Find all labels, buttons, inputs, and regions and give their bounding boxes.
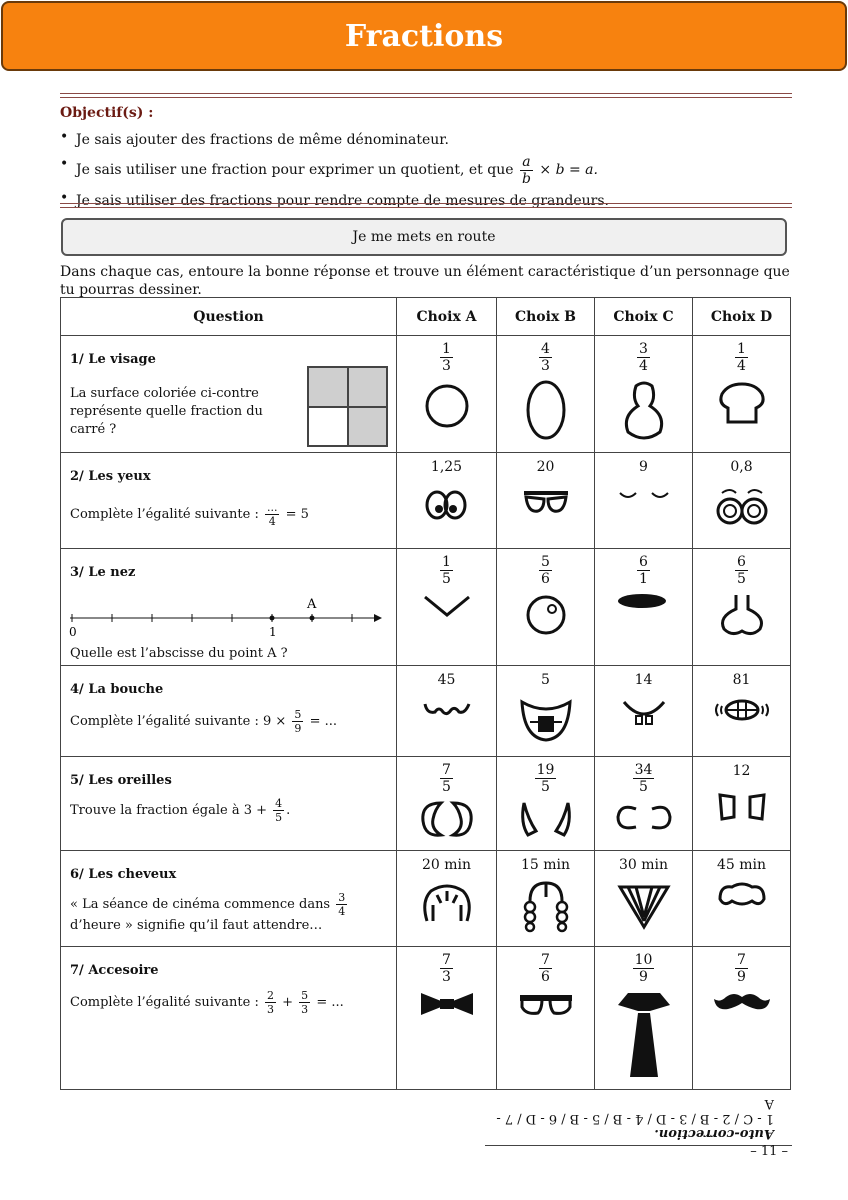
v-nose-icon [417,591,477,621]
choice-cell[interactable]: 15 min [497,851,595,947]
objective-item: • Je sais utiliser une fraction pour exprimer un quotient, et que $\frac{a}{b}$ × b = a. [60,153,800,187]
spiral-eyes-icon [712,483,772,529]
divider [60,203,792,208]
question-cell [61,336,397,453]
messy-hair-icon [417,881,477,925]
braids-hair-icon [516,881,576,935]
square-ears-icon [712,787,772,827]
choice-cell[interactable]: 1,25 [397,453,497,549]
flap-ears-icon [614,799,674,839]
choice-cell[interactable]: 5 [497,666,595,757]
axis-zero-label: 0 [69,625,77,639]
choice-cell[interactable]: $\frac{7}{5}$ [397,757,497,851]
choice-cell[interactable]: $\frac{1}{5}$ [397,549,497,666]
choice-cell[interactable]: 0,8 [693,453,791,549]
table-row [61,549,791,666]
necktie-icon [614,989,674,1085]
grin-mouth-icon [516,696,576,744]
choice-cell[interactable]: $\frac{1}{4}$ [693,336,791,453]
choice-cell[interactable]: $\frac{10}{9}$ [595,947,693,1090]
choice-cell[interactable]: $\frac{3}{4}$ [595,336,693,453]
glasses-icon [516,989,576,1019]
bread-face-icon [712,378,772,438]
round-ears-icon [417,799,477,839]
choice-cell[interactable]: $\frac{4}{3}$ [497,336,595,453]
smile-mouth-icon [614,696,674,730]
glasses-eyes-icon [516,483,576,523]
header-choice-d: Choix D [693,298,791,336]
oval-face-icon [516,378,576,442]
table-row [61,851,791,947]
choice-cell[interactable]: 81 [693,666,791,757]
page-number: – 11 – [750,1144,788,1159]
question-title: 5/ Les oreilles [70,773,172,788]
round-face-icon [417,378,477,438]
choice-cell[interactable]: $\frac{7}{6}$ [497,947,595,1090]
question-text: Trouve la fraction égale à 3 + $\frac{4}{5}$ . [70,797,291,824]
objectives-title: Objectif(s) : [60,105,154,121]
question-cell [61,947,397,1090]
choice-cell[interactable]: $\frac{7}{3}$ [397,947,497,1090]
choice-cell[interactable]: 30 min [595,851,693,947]
table-row [61,453,791,549]
auto-correction-label: Auto-correction. [654,1126,774,1141]
teeth-mouth-icon [712,696,772,726]
cone-hair-icon [614,881,674,931]
divider [60,93,792,98]
point-a-label: A [307,598,317,612]
choice-cell[interactable]: $\frac{7}{9}$ [693,947,791,1090]
curly-hair-icon [712,881,772,911]
title-banner [1,1,847,71]
section-header: Je me mets en route [61,218,787,256]
question-title: 1/ Le visage [70,352,156,367]
quiz-table [60,297,791,1090]
choice-cell[interactable]: 12 [693,757,791,851]
choice-cell[interactable]: 20 [497,453,595,549]
bowtie-icon [417,989,477,1019]
question-title: 2/ Les yeux [70,469,151,484]
choice-cell[interactable]: 20 min [397,851,497,947]
question-title: 7/ Accesoire [70,963,159,978]
table-row [61,336,791,453]
header-choice-a: Choix A [397,298,497,336]
table-header-row [61,298,791,336]
closed-eyes-icon [614,483,674,513]
question-text: La surface coloriée ci-contre représente quelle fraction du carré ? [70,386,263,437]
round-nose-icon [516,591,576,637]
pear-face-icon [614,378,674,442]
question-cell [61,549,397,666]
question-title: 3/ Le nez [70,565,136,580]
colored-square-figure [307,366,388,447]
mustache-icon [712,989,772,1019]
objectives-list [60,126,800,214]
big-nose-icon [712,591,772,637]
question-cell [61,757,397,851]
number-line [66,598,388,640]
question-text: Complète l’égalité suivante : $\frac{2}{3}$ + $\frac{5}{3}$ = ... [70,989,344,1016]
choice-cell[interactable]: $\frac{5}{6}$ [497,549,595,666]
choice-cell[interactable]: $\frac{6}{5}$ [693,549,791,666]
question-cell [61,453,397,549]
auto-correction [485,1092,778,1146]
header-choice-c: Choix C [595,298,693,336]
question-text: Complète l’égalité suivante : $\frac{...}{4}$ = 5 [70,501,309,528]
axis-one-label: 1 [269,625,277,639]
table-row [61,666,791,757]
table-row [61,947,791,1090]
table-row [61,757,791,851]
page-title: Fractions [344,18,504,54]
choice-cell[interactable]: $\frac{6}{1}$ [595,549,693,666]
question-text: Complète l’égalité suivante : 9 × $\frac{5}{9}$ = ... [70,708,337,735]
choice-cell[interactable]: $\frac{1}{3}$ [397,336,497,453]
question-cell [61,666,397,757]
header-question: Question [61,298,397,336]
choice-cell[interactable]: $\frac{19}{5}$ [497,757,595,851]
wavy-mouth-icon [417,696,477,726]
header-choice-b: Choix B [497,298,595,336]
curly-eyes-icon [417,483,477,525]
choice-cell[interactable]: 14 [595,666,693,757]
flat-nose-icon [614,591,674,615]
objective-item: • Je sais ajouter des fractions de même dénominateur. [60,126,800,153]
question-text: « La séance de cinéma commence dans $\frac{3}{4}$ d’heure » signifie qu’il faut attendre… [70,891,346,933]
choice-cell[interactable]: 9 [595,453,693,549]
question-title: 4/ La bouche [70,682,164,697]
instructions: Dans chaque cas, entoure la bonne réponse et trouve un élément caractéristique d’un personnage que tu pourras dessiner. [60,264,790,298]
objective-item: • Je sais utiliser des fractions pour rendre compte de mesures de grandeurs. [60,187,800,214]
question-title: 6/ Les cheveux [70,867,177,882]
choice-cell[interactable]: $\frac{34}{5}$ [595,757,693,851]
question-cell [61,851,397,947]
pointed-ears-icon [516,799,576,839]
auto-correction-answers: 1 - C / 2 - B / 3 - D / 4 - B / 5 - B / 6 - D / 7 - A [496,1096,774,1126]
choice-cell[interactable]: 45 [397,666,497,757]
question-text: Quelle est l’abscisse du point A ? [70,646,288,661]
choice-cell[interactable]: 45 min [693,851,791,947]
